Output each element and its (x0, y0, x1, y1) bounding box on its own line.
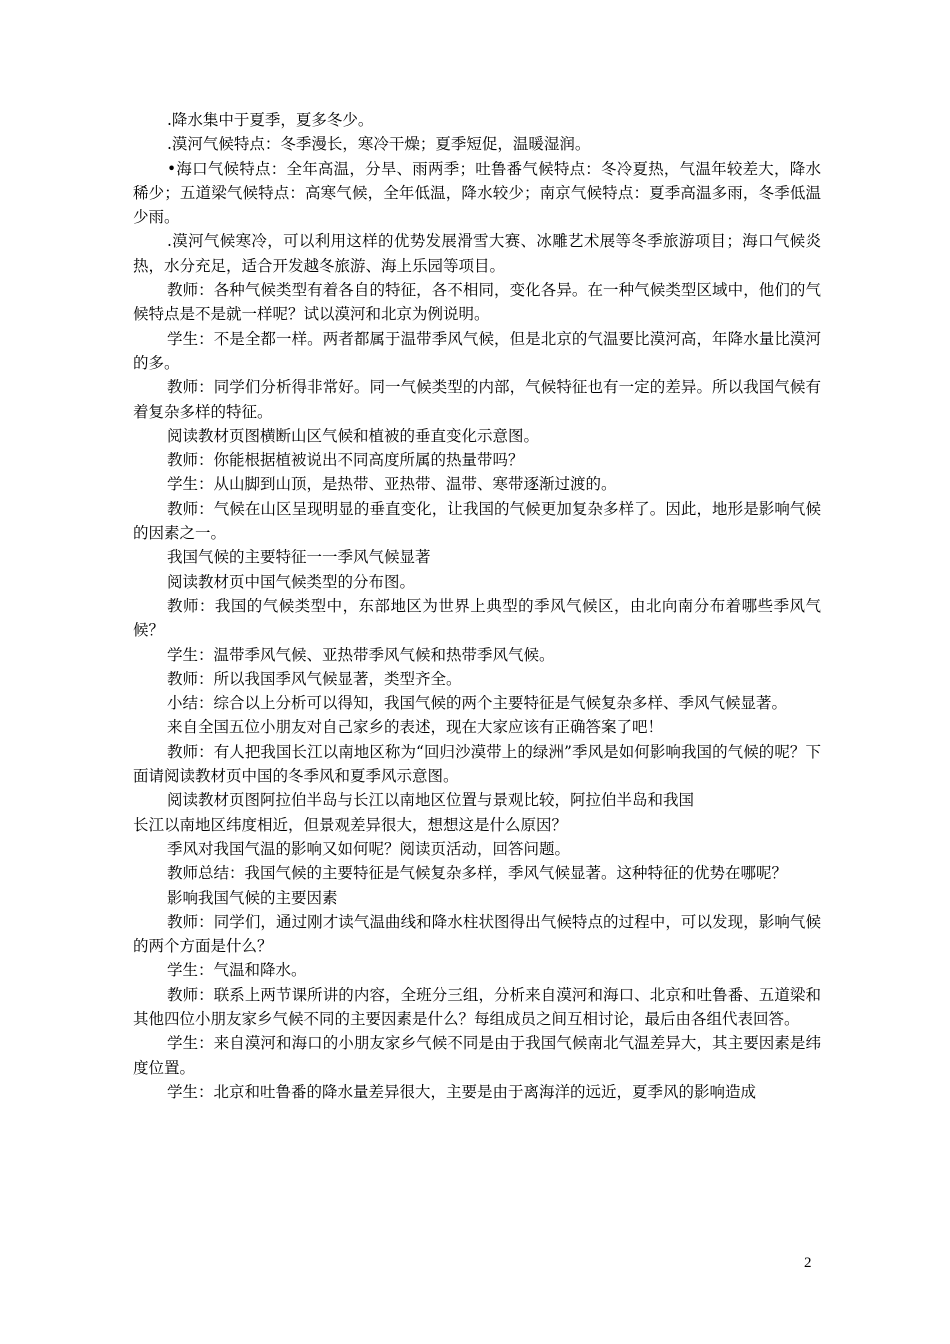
paragraph: 教师：联系上两节课所讲的内容，全班分三组，分析来自漠河和海口、北京和吐鲁番、五道梁和其他四位小朋友家乡气候不同的主要因素是什么？每组成员之间互相讨论，最后由各组代表回答。 (133, 985, 821, 1028)
paragraph: 学生：气温和降水。 (167, 961, 307, 980)
paragraph: 我国气候的主要特征一一季风气候显著 (167, 548, 431, 567)
paragraph: 学生：从山脚到山顶，是热带、亚热带、温带、寒带逐渐过渡的。 (167, 475, 617, 494)
paragraph: .漠河气候特点：冬季漫长，寒冷干燥；夏季短促，温暖湿润。 (167, 135, 591, 154)
paragraph: 教师：同学们分析得非常好。同一气候类型的内部，气候特征也有一定的差异。所以我国气候有着复杂多样的特征。 (133, 378, 821, 421)
paragraph: 学生：温带季风气候、亚热带季风气候和热带季风气候。 (167, 645, 555, 664)
paragraph: 季风对我国气温的影响又如何呢？阅读页活动，回答问题。 (167, 839, 571, 858)
paragraph: 教师：我国的气候类型中，东部地区为世界上典型的季风气候区，由北向南分布着哪些季风气候？ (133, 596, 821, 640)
paragraph: 学生：北京和吐鲁番的降水量差异很大，主要是由于离海洋的远近，夏季风的影响造成 (167, 1082, 757, 1101)
paragraph: 教师：气候在山区呈现明显的垂直变化，让我国的气候更加复杂多样了。因此，地形是影响气候的因素之一。 (133, 499, 821, 543)
paragraph: 学生：来自漠河和海口的小朋友家乡气候不同是由于我国气候南北气温差异大，其主要因素是纬度位置。 (133, 1034, 821, 1077)
paragraph: 教师：同学们，通过刚才读气温曲线和降水柱状图得出气候特点的过程中，可以发现，影响气候的两个方面是什么？ (133, 912, 821, 956)
paragraph: .漠河气候寒冷，可以利用这样的优势发展滑雪大赛、冰雕艺术展等冬季旅游项目；海口气候炎热，水分充足，适合开发越冬旅游、海上乐园等项目。 (133, 232, 821, 275)
paragraph: 影响我国气候的主要因素 (167, 888, 338, 907)
paragraph: 教师：各种气候类型有着各自的特征，各不相同，变化各异。在一种气候类型区域中，他们的气候特点是不是就一样呢？试以漠河和北京为例说明。 (133, 281, 821, 324)
paragraph: 教师：所以我国季风气候显著，类型齐全。 (167, 669, 462, 688)
paragraph: 教师：有人把我国长江以南地区称为“回归沙漠带上的绿洲”季风是如何影响我国的气候的呢？下面请阅读教材页中国的冬季风和夏季风示意图。 (133, 742, 821, 786)
paragraph: 小结：综合以上分析可以得知，我国气候的两个主要特征是气候复杂多样、季风气候显著。 (167, 694, 788, 713)
paragraph: 教师：你能根据植被说出不同高度所属的热量带吗？ (167, 451, 524, 470)
paragraph: •海口气候特点：全年高温，分旱、雨两季；吐鲁番气候特点：冬冷夏热，气温年较差大，降水稀少；五道梁气候特点：高寒气候，全年低温，降水较少；南京气候特点：夏季高温多雨，冬季低温少雨。 (133, 159, 821, 227)
document-body (133, 108, 821, 1104)
paragraph: 阅读教材页中国气候类型的分布图。 (167, 572, 416, 591)
paragraph: 阅读教材页图阿拉伯半岛与长江以南地区位置与景观比较，阿拉伯半岛和我国 (167, 791, 695, 810)
paragraph: 来自全国五位小朋友对自己家乡的表述，现在大家应该有正确答案了吧！ (167, 718, 664, 737)
paragraph: .降水集中于夏季，夏多冬少。 (167, 111, 374, 129)
paragraph: 阅读教材页图横断山区气候和植被的垂直变化示意图。 (167, 426, 540, 445)
paragraph: 教师总结：我国气候的主要特征是气候复杂多样，季风气候显著。这种特征的优势在哪呢？ (167, 864, 788, 883)
paragraph: 学生：不是全都一样。两者都属于温带季风气候，但是北京的气温要比漠河高，年降水量比漠河的多。 (133, 329, 821, 372)
paragraph: 长江以南地区纬度相近，但景观差异很大，想想这是什么原因？ (133, 815, 568, 834)
page-number: 2 (804, 1255, 812, 1271)
